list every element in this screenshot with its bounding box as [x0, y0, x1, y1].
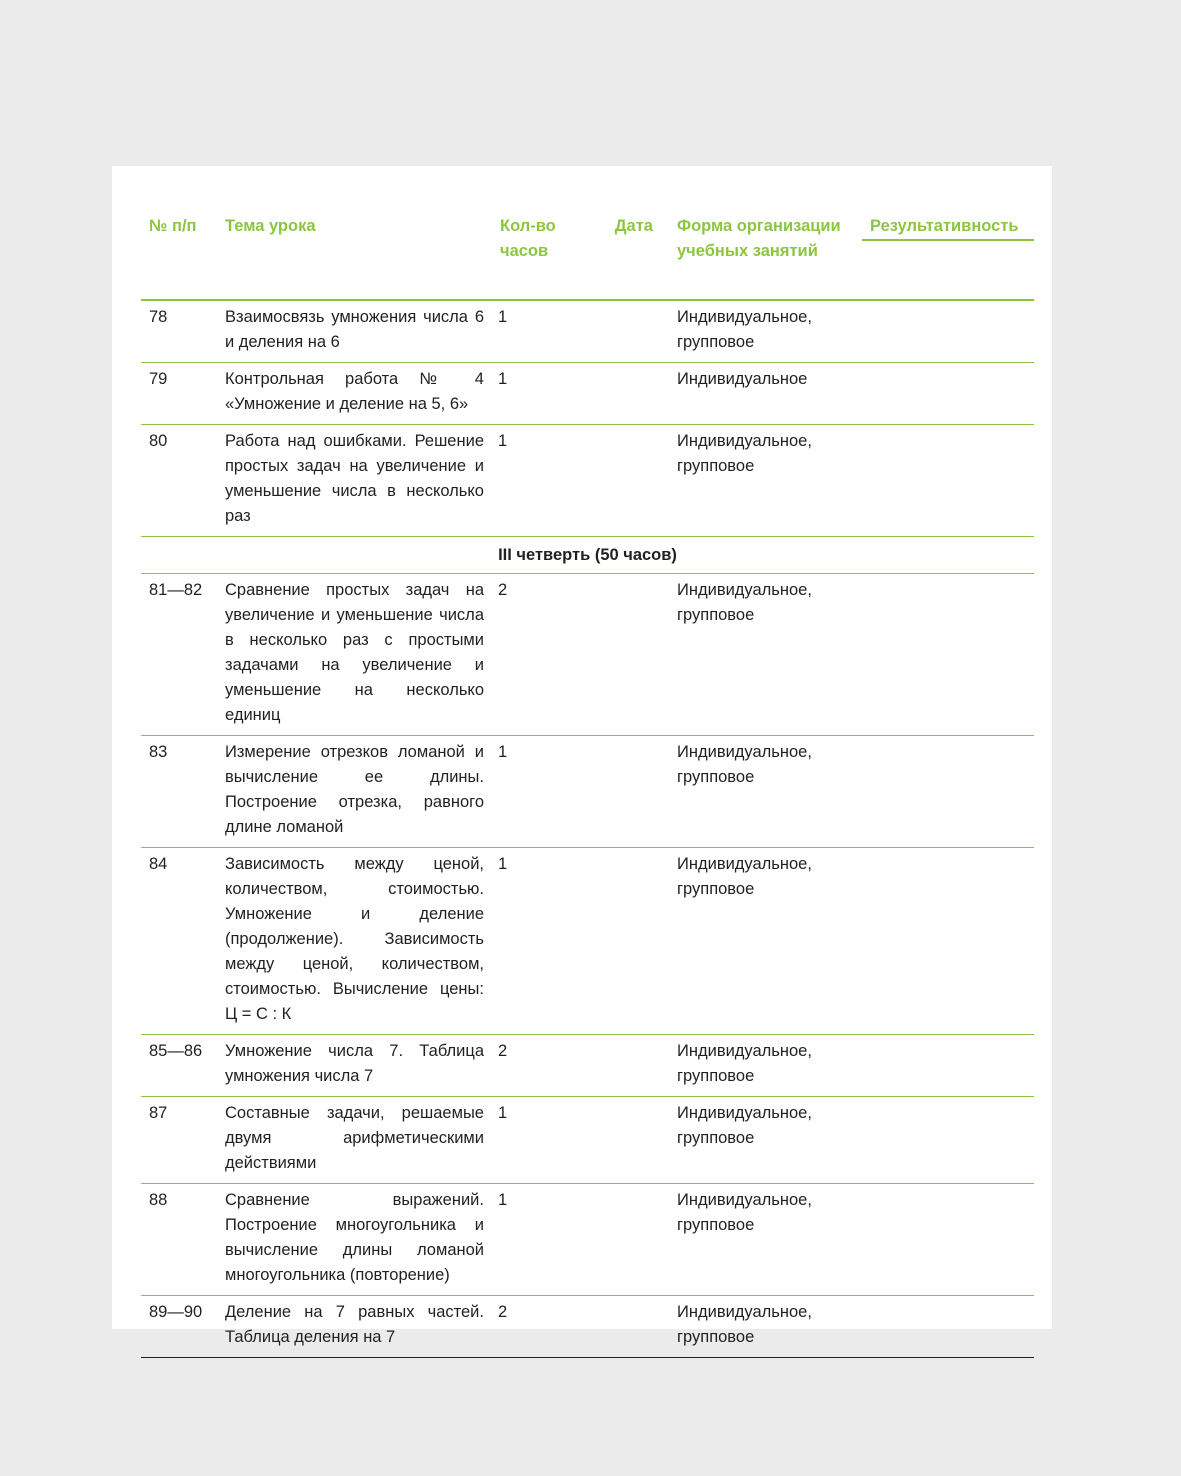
row-date: [574, 1035, 669, 1097]
row-hours: 1: [492, 363, 574, 425]
row-topic: Деление на 7 равных частей. Таблица деления на 7: [217, 1296, 492, 1358]
row-topic: Зависимость между ценой, количеством, стоимостью. Умножение и деление (продолжение). Зависимость между ценой, количеством, стоимостью. Вычисление цены: Ц = С : К: [217, 848, 492, 1035]
table-row: [141, 1184, 1034, 1296]
document-page: [112, 166, 1052, 1346]
row-topic: Взаимосвязь умножения числа 6 и деления на 6: [217, 300, 492, 363]
row-date: [574, 848, 669, 1035]
row-form: Индивидуальное, групповое: [669, 848, 862, 1035]
row-num: 89—90: [141, 1296, 217, 1358]
row-result: [862, 574, 1034, 736]
row-hours: 2: [492, 574, 574, 736]
row-result: [862, 1035, 1034, 1097]
row-hours: 2: [492, 1035, 574, 1097]
row-num: 78: [141, 300, 217, 363]
row-hours: 1: [492, 1097, 574, 1184]
row-result: [862, 848, 1034, 1035]
row-topic: Сравнение выражений. Построение многоугольника и вычисление длины ломаной многоугольника (повторение): [217, 1184, 492, 1296]
row-num: 81—82: [141, 574, 217, 736]
row-date: [574, 1097, 669, 1184]
header-date: Дата: [574, 214, 669, 300]
row-date: [574, 300, 669, 363]
row-hours: 1: [492, 736, 574, 848]
row-num: 80: [141, 425, 217, 537]
row-topic: Составные задачи, решаемые двумя арифметическими действиями: [217, 1097, 492, 1184]
row-result: [862, 425, 1034, 537]
row-date: [574, 1296, 669, 1358]
table-row: [141, 1035, 1034, 1097]
table-row: [141, 425, 1034, 537]
table-row: [141, 300, 1034, 363]
row-num: 88: [141, 1184, 217, 1296]
row-date: [574, 574, 669, 736]
row-form: Индивидуальное, групповое: [669, 736, 862, 848]
row-date: [574, 736, 669, 848]
header-topic: Тема урока: [217, 214, 492, 300]
row-num: 87: [141, 1097, 217, 1184]
table-row: [141, 736, 1034, 848]
row-num: 84: [141, 848, 217, 1035]
header-num: № п/п: [141, 214, 217, 300]
row-hours: 2: [492, 1296, 574, 1358]
row-num: 79: [141, 363, 217, 425]
row-form: Индивидуальное, групповое: [669, 1035, 862, 1097]
header-result: Результативность: [862, 214, 1034, 300]
lesson-plan-table: [141, 214, 1034, 1358]
row-topic: Измерение отрезков ломаной и вычисление ее длины. Построение отрезка, равного длине ломаной: [217, 736, 492, 848]
row-form: Индивидуальное: [669, 363, 862, 425]
row-num: 83: [141, 736, 217, 848]
row-topic: Работа над ошибками. Решение простых задач на увеличение и уменьшение числа в несколько раз: [217, 425, 492, 537]
row-result: [862, 736, 1034, 848]
table-row: [141, 1296, 1034, 1358]
row-result: [862, 1097, 1034, 1184]
row-date: [574, 425, 669, 537]
table-row: [141, 574, 1034, 736]
table-header-row: [141, 214, 1034, 300]
row-form: Индивидуальное, групповое: [669, 1097, 862, 1184]
table-row: [141, 363, 1034, 425]
row-hours: 1: [492, 425, 574, 537]
row-hours: 1: [492, 848, 574, 1035]
row-topic: Сравнение простых задач на увеличение и уменьшение числа в несколько раз с простыми задачами на увеличение и уменьшение на несколько единиц: [217, 574, 492, 736]
header-form: Форма организации учебных занятий: [669, 214, 862, 300]
row-form: Индивидуальное, групповое: [669, 300, 862, 363]
row-result: [862, 363, 1034, 425]
row-result: [862, 1296, 1034, 1358]
header-hours: Кол-во часов: [492, 214, 574, 300]
row-form: Индивидуальное, групповое: [669, 425, 862, 537]
row-form: Индивидуальное, групповое: [669, 574, 862, 736]
row-topic: Умножение числа 7. Таблица умножения числа 7: [217, 1035, 492, 1097]
section-row: [141, 537, 1034, 574]
row-topic: Контрольная работа № 4 «Умножение и деление на 5, 6»: [217, 363, 492, 425]
table-row: [141, 848, 1034, 1035]
row-hours: 1: [492, 1184, 574, 1296]
row-date: [574, 1184, 669, 1296]
row-form: Индивидуальное, групповое: [669, 1184, 862, 1296]
row-num: 85—86: [141, 1035, 217, 1097]
table-row: [141, 1097, 1034, 1184]
row-result: [862, 1184, 1034, 1296]
row-date: [574, 363, 669, 425]
section-title: III четверть (50 часов): [141, 537, 1034, 574]
row-result: [862, 300, 1034, 363]
row-form: Индивидуальное, групповое: [669, 1296, 862, 1358]
row-hours: 1: [492, 300, 574, 363]
